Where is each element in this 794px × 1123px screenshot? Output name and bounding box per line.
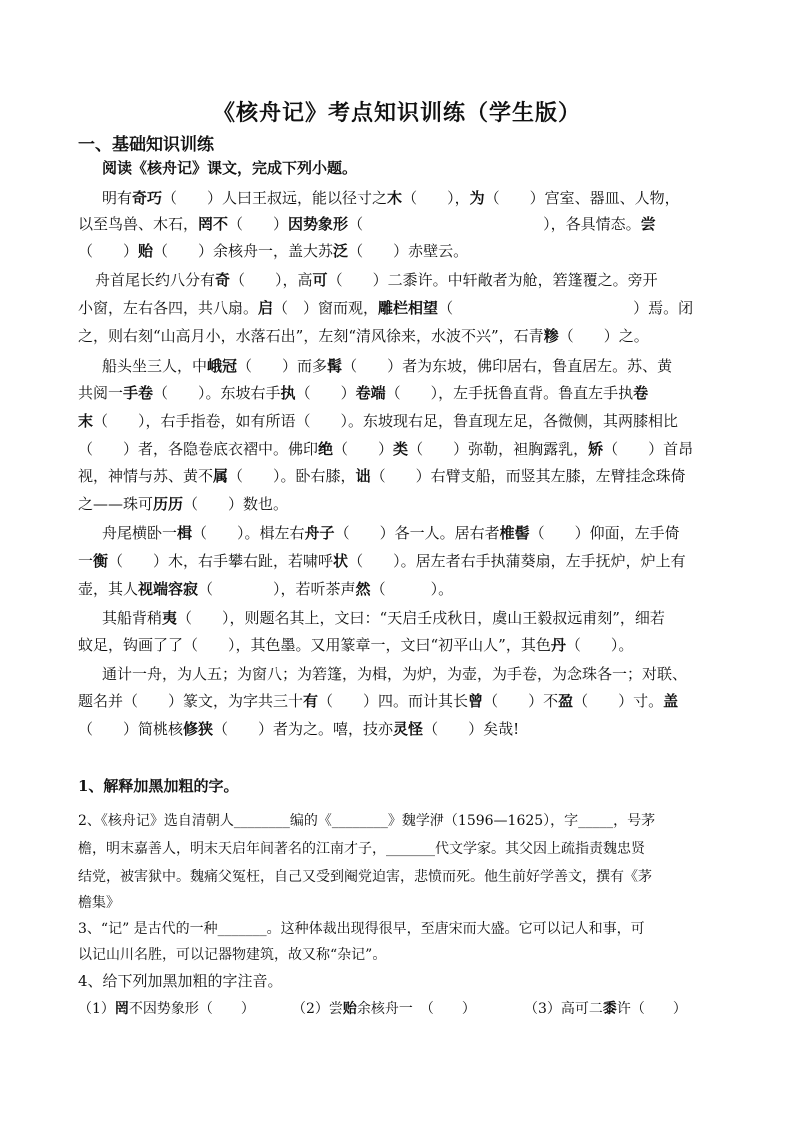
bold-term: 衡 [93, 552, 109, 570]
passage-line [78, 634, 633, 655]
text-run: （ ）， [402, 189, 470, 207]
bold-term: 罔 [114, 1001, 129, 1017]
passage-line [102, 663, 687, 684]
text-run: （1） [78, 1001, 115, 1017]
text-run: （ ），左手抚鲁直背。鲁直左手执 [385, 384, 634, 402]
bold-term: 雕栏相望 [378, 299, 439, 317]
bold-term: 然 [355, 580, 371, 598]
text-run: 余核舟一 （ ） [356, 1001, 476, 1017]
bold-term: 修狭 [183, 720, 214, 738]
bold-term: 因势象形 [288, 215, 349, 233]
bold-term: 矫 [588, 440, 604, 458]
text-run: 之，则右刻“山高月小，水落石出”，左刻“清风徐来，水波不兴”，石青 [78, 327, 544, 345]
passage-line [78, 213, 656, 234]
bold-term: 盖 [663, 692, 679, 710]
question-4-item [78, 998, 255, 1018]
text-run: 以至鸟兽、木石， [78, 215, 199, 233]
bold-term: 卷端 [355, 384, 386, 402]
bold-term: 糁 [543, 327, 559, 345]
bold-term: 峨冠 [207, 357, 238, 375]
text-run: （ ），各具情态。 [348, 215, 641, 233]
passage-line [78, 718, 519, 739]
bold-term: 可 [312, 271, 328, 289]
text-run: （ ）余核舟一，盖大苏 [153, 242, 334, 260]
bold-term: 手卷 [123, 384, 154, 402]
question-1: 1、解释加黑加粗的字。 [78, 777, 239, 795]
bold-term: 贻 [138, 242, 154, 260]
passage-line [78, 465, 686, 486]
text-run: 船头坐三人，中 [102, 357, 208, 375]
bold-term: 夷 [162, 609, 178, 627]
text-run: 小窗，左右各四，共八扇。 [78, 299, 259, 317]
text-run: （ ）者，各隐卷底衣褶中。佛印 [78, 440, 319, 458]
question-2-line: 结党，被害狱中。魏痛父冤枉，自己又受到阉党迫害，悲愤而死。他生前好学善文，撰有《茅 [78, 869, 652, 885]
text-run: （ ）焉。闭 [438, 299, 694, 317]
bold-term: 尝 [640, 215, 656, 233]
question-3-line: 以记山川名胜，可以记器物建筑，故又称“杂记”。 [78, 947, 387, 963]
bold-term: 卷 [633, 384, 649, 402]
bold-term: 泛 [333, 242, 349, 260]
text-run: （ ）。东坡右手 [153, 384, 281, 402]
text-run: （2）尝 [292, 1001, 343, 1017]
bold-term: 末 [78, 412, 94, 430]
question-2-line: 檐，明末嘉善人，明末天启年间著名的江南才子，_______代文学家。其父因上疏指责魏忠贤 [78, 841, 645, 857]
text-run: （ ） [228, 215, 289, 233]
text-run: （ ）者为之。嘻，技亦 [213, 720, 394, 738]
question-4-item [292, 998, 476, 1018]
text-run: 许（ ） [616, 1001, 687, 1017]
passage-line [78, 438, 693, 459]
text-run: （ ）寸。 [573, 692, 664, 710]
text-run: （ ）仰面，左手倚 [529, 524, 680, 542]
bold-term: 舟子 [304, 524, 335, 542]
text-run: 其船背稍 [102, 609, 163, 627]
text-run: （ ）宫室、器皿、人物， [484, 189, 680, 207]
page-title: 《核舟记》考点知识训练（学生版） [212, 100, 581, 126]
text-run: （ ）。卧右膝， [228, 467, 356, 485]
passage-line [102, 355, 672, 376]
bold-term: 木 [387, 189, 403, 207]
text-run: （ ）各一人。居右者 [334, 524, 500, 542]
text-run: （ ）。楫左右 [192, 524, 305, 542]
passage-line [78, 690, 678, 711]
text-run: （ ），高 [230, 271, 313, 289]
passage-line [78, 578, 453, 599]
text-run: （ ），右手指卷，如有所语（ ）。东坡现右足，鲁直现左足，各微侧，其两膝相比 [93, 412, 679, 430]
bold-term: 髯 [327, 357, 343, 375]
bold-term: 黍 [602, 1001, 617, 1017]
question-3-line: 3、“记” 是古代的一种_______。这种体裁出现得很早，至唐宋而大盛。它可以记人和事，可 [78, 921, 645, 937]
text-run: 壶，其人 [78, 580, 139, 598]
text-run: （ ）简桃核 [78, 720, 184, 738]
bold-term: 灵怪 [393, 720, 424, 738]
bold-term: 绝 [318, 440, 334, 458]
text-run: （ ）窗而观， [273, 299, 379, 317]
passage-line [102, 187, 680, 208]
passage-line [78, 550, 686, 571]
bold-term: 奇巧 [132, 189, 163, 207]
passage-line [95, 269, 658, 290]
bold-term: 执 [280, 384, 296, 402]
text-run: 蚊足，钩画了了（ ），其色墨。又用篆章一，文曰“初平山人”，其色 [78, 636, 551, 654]
passage-line [102, 157, 357, 178]
passage-line [102, 522, 680, 543]
text-run: （ ）人曰王叔远，能以径寸之 [162, 189, 388, 207]
text-run: （ ）木，右手攀右趾，若啸呼 [108, 552, 334, 570]
bold-term: 为 [469, 189, 485, 207]
text-run: （ ） [333, 440, 394, 458]
bold-term: 椎髻 [499, 524, 530, 542]
passage-line [78, 297, 693, 318]
text-run: 不因势象形（ ） [128, 1001, 255, 1017]
text-run: （ ）者为东坡，佛印居右，鲁直居左。苏、黄 [342, 357, 673, 375]
bold-term: 曾 [468, 692, 484, 710]
bold-term: 楫 [177, 524, 193, 542]
text-run: （ ），若听茶声 [198, 580, 356, 598]
bold-term: 视端容寂 [138, 580, 199, 598]
text-run: （ ）首昂 [603, 440, 694, 458]
bold-term: 启 [258, 299, 274, 317]
question-2-line: 2、《核舟记》选自清朝人________编的《________》魏学洢（1596—1625），字_____，号茅 [78, 813, 656, 829]
passage-line [78, 493, 288, 514]
bold-term: 历历 [153, 495, 184, 513]
passage-line [78, 325, 649, 346]
bold-term: 类 [393, 440, 409, 458]
bold-term: 属 [213, 467, 229, 485]
text-run: （ ）四。而计其长 [318, 692, 469, 710]
text-run: （ ）右臂支船，而竖其左膝，左臂挂念珠倚 [370, 467, 686, 485]
bold-term: 丹 [550, 636, 566, 654]
section-heading: 一、基础知识训练 [78, 135, 214, 155]
bold-term: 盈 [558, 692, 574, 710]
text-run: （ ） [78, 242, 139, 260]
text-run: （ ）数也。 [183, 495, 289, 513]
text-run: （ ）。 [370, 580, 454, 598]
text-run: 共阅一 [78, 384, 124, 402]
text-run: （ ）。 [565, 636, 634, 654]
passage-line [78, 410, 678, 431]
text-run: 通计一舟，为人五；为窗八；为箬篷，为楫，为炉，为壶，为手卷，为念珠各一；对联、 [102, 665, 688, 683]
bold-term: 罔不 [198, 215, 229, 233]
text-run: （ ）矣哉! [423, 720, 520, 738]
text-run: 题名并（ ）篆文，为字共三十 [78, 692, 304, 710]
text-run: （ ） [295, 384, 356, 402]
text-run: （ ）之。 [558, 327, 649, 345]
question-2-line: 檐集》 [78, 895, 120, 911]
text-run: 一 [78, 552, 94, 570]
passage-line [102, 607, 665, 628]
text-run: （3）高可二 [524, 1001, 603, 1017]
text-run: 之——珠可 [78, 495, 154, 513]
text-run: 视，神情与苏、黄不 [78, 467, 214, 485]
bold-term: 贻 [342, 1001, 357, 1017]
text-run: （ ）而多 [237, 357, 328, 375]
question-4: 4、给下列加黑加粗的字注音。 [78, 972, 283, 990]
passage-line [78, 240, 468, 261]
text-run: （ ）弥勒，袒胸露乳， [408, 440, 589, 458]
text-run: （ ）。居左者右手执蒲葵扇，左手抚炉，炉上有 [348, 552, 686, 570]
bold-term: 奇 [215, 271, 231, 289]
bold-term: 诎 [355, 467, 371, 485]
text-run: 明有 [102, 189, 133, 207]
bold-term: 有 [303, 692, 319, 710]
bold-term: 状 [333, 552, 349, 570]
text-run: （ ），则题名其上，文曰：“天启壬戌秋日，虞山王毅叔远甫刻”，细若 [177, 609, 665, 627]
text-run: （ ）不 [483, 692, 559, 710]
text-run: （ ）二黍许。中轩敞者为舱，箬篷覆之。旁开 [327, 271, 658, 289]
text-run: （ ）赤壁云。 [348, 242, 469, 260]
bold-term: 阅读《核舟记》课文，完成下列小题。 [102, 159, 358, 177]
question-4-item [524, 998, 687, 1018]
text-run: 舟首尾长约八分有 [95, 271, 216, 289]
text-run: 舟尾横卧一 [102, 524, 178, 542]
passage-line [78, 382, 648, 403]
